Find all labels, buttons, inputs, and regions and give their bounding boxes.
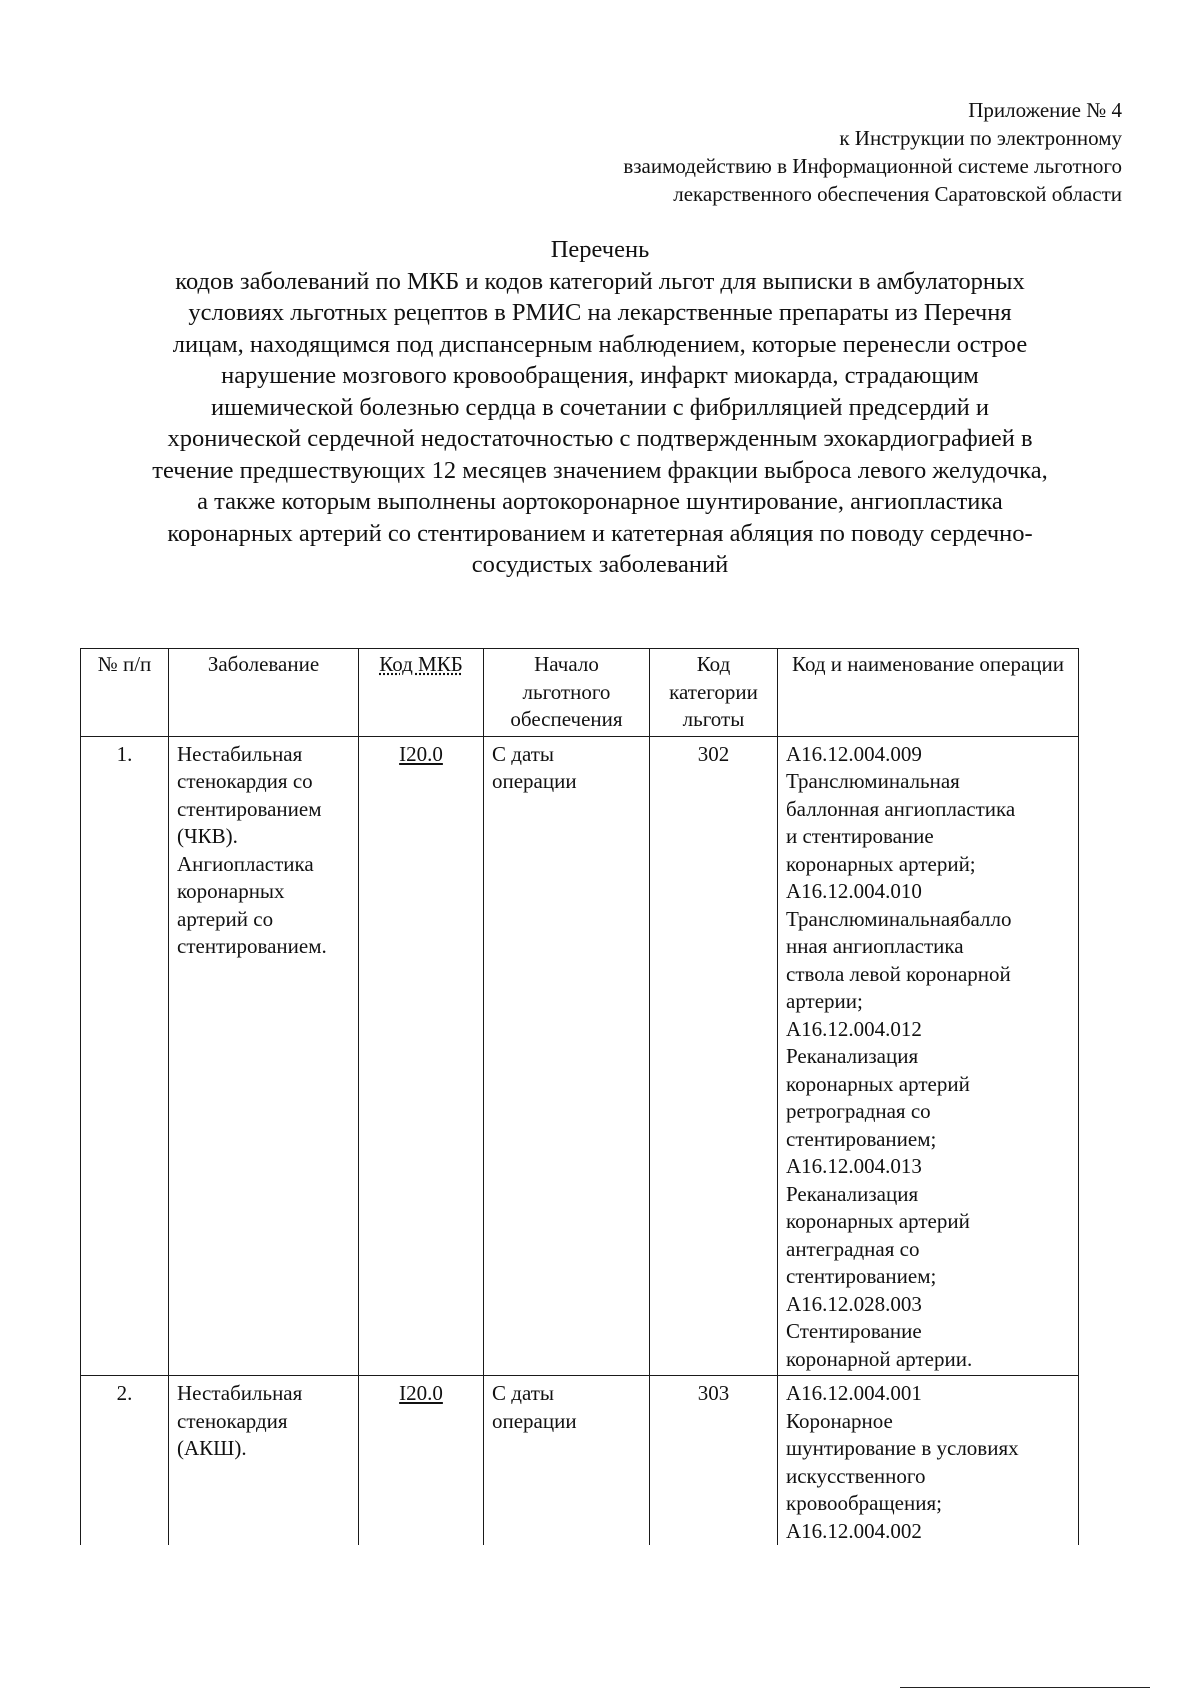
title-line: лицам, находящимся под диспансерным наблюдением, которые перенесли острое [172, 330, 1028, 358]
appendix-line: Приложение № 4 [968, 98, 1122, 122]
document-title [60, 234, 1140, 581]
disease-line: (АКШ). [177, 1436, 247, 1460]
operation-line: A16.12.004.001 [786, 1381, 922, 1405]
operation-line: и стентирование [786, 824, 934, 848]
operation-line: нная ангиопластика [786, 934, 964, 958]
operation-line: кровообращения; [786, 1491, 942, 1515]
disease-line: коронарных [177, 879, 285, 903]
title-line: коронарных артерий со стентированием и катетерная абляция по поводу сердечно- [167, 519, 1033, 547]
row-disease [169, 736, 359, 1376]
appendix-line: взаимодействию в Информационной системе льготного [623, 154, 1122, 178]
table-header-row [81, 649, 1079, 737]
operation-line: Транслюминальная [786, 769, 960, 793]
disease-line: Ангиопластика [177, 851, 314, 876]
title-line: кодов заболеваний по МКБ и кодов категорий льгот для выписки в амбулаторных [175, 267, 1025, 295]
table-row [81, 736, 1079, 1376]
title-line: нарушение мозгового кровообращения, инфаркт миокарда, страдающим [221, 362, 979, 389]
operation-line: коронарных артерий; [786, 851, 976, 876]
disease-line: Нестабильная [177, 1381, 303, 1405]
disease-line: (ЧКВ). [177, 824, 238, 848]
row-num: 2. [81, 1376, 169, 1546]
operation-line: ретроградная со [786, 1099, 931, 1123]
operation-line: Реканализация [786, 1044, 919, 1068]
title-line: а также которым выполнены аортокоронарное шунтирование, ангиопластика [197, 488, 1003, 515]
operation-line: A16.12.004.002 [786, 1518, 922, 1543]
operation-line: шунтирование в условиях [786, 1436, 1019, 1460]
operation-line: искусственного [786, 1463, 926, 1488]
appendix-header [623, 96, 1122, 208]
disease-line: стенокардия со [177, 769, 313, 793]
row-mkb-code: I20.0 [359, 1376, 484, 1546]
operation-line: A16.12.004.010 [786, 879, 922, 903]
disease-codes-table [80, 648, 1079, 1545]
title-heading: Перечень [550, 236, 650, 263]
operation-line: артерии; [786, 989, 863, 1013]
header-disease: Заболевание [169, 649, 359, 737]
header-operation: Код и наименование операции [778, 649, 1079, 737]
operation-line: стентированием; [786, 1264, 937, 1288]
row-mkb-code: I20.0 [359, 736, 484, 1376]
operation-line: Стентирование [786, 1319, 922, 1343]
title-line: условиях льготных рецептов в РМИС на лекарственные препараты из Перечня [188, 299, 1012, 326]
header-category: Код категории льготы [650, 649, 778, 737]
table-row [81, 1376, 1079, 1546]
operation-line: Реканализация [786, 1181, 919, 1206]
disease-line: стентированием. [177, 934, 327, 958]
title-line: ишемической болезнью сердца в сочетании с фибрилляцией предсердий и [211, 393, 989, 421]
operation-line: A16.12.004.013 [786, 1154, 922, 1178]
title-line: сосудистых заболеваний [471, 551, 729, 578]
row-num: 1. [81, 736, 169, 1376]
row-operations [778, 1376, 1079, 1546]
appendix-line: к Инструкции по электронному [839, 126, 1122, 150]
operation-line: коронарной артерии. [786, 1346, 973, 1371]
row-operations [778, 736, 1079, 1376]
operation-line: Коронарное [786, 1408, 893, 1433]
header-start: Начало льготного обеспечения [484, 649, 650, 737]
page-footer-rule [900, 1687, 1150, 1688]
operation-line: A16.12.028.003 [786, 1291, 922, 1316]
title-line: течение предшествующих 12 месяцев значением фракции выброса левого желудочка, [152, 456, 1048, 484]
operation-line: Транслюминальнаябалло [786, 906, 1012, 931]
appendix-line: лекарственного обеспечения Саратовской области [673, 182, 1122, 206]
disease-line: артерий со [177, 906, 274, 931]
header-mkb-code: Код МКБ [359, 649, 484, 737]
operation-line: коронарных артерий [786, 1209, 970, 1233]
operation-line: стентированием; [786, 1126, 937, 1151]
operation-line: A16.12.004.012 [786, 1016, 922, 1041]
row-category: 303 [650, 1376, 778, 1546]
disease-line: стентированием [177, 796, 322, 821]
disease-line: Нестабильная [177, 741, 303, 766]
row-category: 302 [650, 736, 778, 1376]
row-start: С даты операции [484, 1376, 650, 1546]
title-line: хронической сердечной недостаточностью с подтвержденным эхокардиографией в [167, 425, 1033, 452]
row-start: С даты операции [484, 736, 650, 1376]
operation-line: баллонная ангиопластика [786, 796, 1016, 821]
operation-line: A16.12.004.009 [786, 741, 922, 766]
disease-line: стенокардия [177, 1408, 288, 1433]
header-num: № п/п [81, 649, 169, 737]
operation-line: коронарных артерий [786, 1071, 970, 1096]
operation-line: антеградная со [786, 1236, 920, 1261]
operation-line: ствола левой коронарной [786, 961, 1011, 986]
row-disease [169, 1376, 359, 1546]
